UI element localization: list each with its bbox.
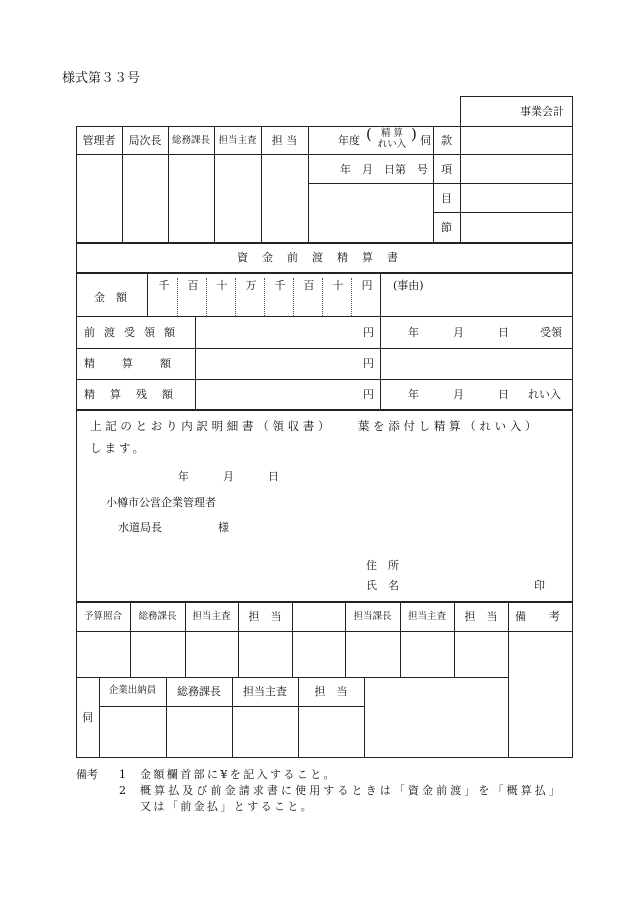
note-1-number: 1	[119, 768, 126, 781]
bottom-header-biko: 備 考	[515, 610, 566, 623]
fiscal-reinyu: れい入	[377, 139, 407, 150]
bottom-header-somukacho: 総務課長	[138, 611, 177, 622]
seal-mark: 印	[534, 579, 545, 592]
budget-moku: 目	[441, 192, 452, 205]
approval-header-tanto: 担 当	[271, 134, 298, 147]
address-label: 住 所	[366, 559, 399, 572]
fiscal-nendo: 年度	[338, 134, 360, 147]
fiscal-ukagai: 伺	[420, 134, 431, 147]
amount-label: 金 額	[94, 291, 127, 304]
bottom-header-yosan: 予算照合	[83, 611, 122, 622]
bottom-header-tanto-shusa: 担当主査	[192, 611, 231, 622]
bottom-header-tanto-kacho: 担当課長	[353, 611, 392, 622]
digit-sen: 千	[158, 279, 170, 292]
row-suffix-1: 受領	[540, 326, 562, 339]
bottom-approval-section	[76, 602, 573, 758]
lower-header-suitoin: 企業出納員	[108, 685, 157, 696]
row-label-maewatashi: 前渡受領額	[84, 326, 184, 339]
bottom-header-tanto: 担 当	[248, 610, 282, 623]
digit-ju2: 十	[332, 279, 344, 292]
row-unit-2: 円	[363, 357, 374, 370]
row-unit-3: 円	[363, 388, 374, 401]
digit-sen2: 千	[274, 279, 286, 292]
budget-ko: 項	[441, 163, 452, 176]
paren-right: )	[411, 125, 417, 143]
digit-man: 万	[245, 279, 257, 292]
form-number: 様式第３３号	[62, 71, 141, 86]
bottom-header-tanto-shusa-2: 担当主査	[407, 611, 446, 622]
approval-header-kyokujicho: 局次長	[128, 134, 162, 147]
digit-en: 円	[361, 279, 373, 292]
statement-date: 年 月 日	[178, 470, 283, 483]
row-unit-1: 円	[363, 326, 374, 339]
row-date-1: 年 月 日	[408, 326, 513, 339]
note-1-text: 金額欄首部に¥を記入すること。	[140, 768, 337, 781]
note-2-number: 2	[119, 784, 126, 797]
digit-hyaku: 百	[187, 279, 199, 292]
approval-header-somukacho: 総務課長	[171, 135, 210, 146]
paren-left: (	[366, 125, 372, 143]
lower-header-tanto-shusa: 担当主査	[243, 685, 287, 698]
note-2-text: 概算払及び前金請求書に使用するときは「資金前渡」を「概算払」	[140, 784, 563, 797]
lower-header-somukacho: 総務課長	[177, 685, 221, 698]
approval-header-tanto-shusa: 担当主査	[218, 135, 257, 146]
row-date-3: 年 月 日	[408, 388, 513, 401]
budget-setsu: 節	[441, 221, 452, 234]
statement-line1: 上記のとおり内訳明細書（領収書） 葉を添付し精算（れい入）	[90, 419, 541, 433]
digit-hyaku2: 百	[303, 279, 315, 292]
date-number: 年 月 日第 号	[340, 163, 428, 176]
note-2-continuation: 又は「前金払」とすること。	[140, 800, 315, 813]
row-label-zangaku: 精算残額	[84, 388, 188, 401]
addressee-sama: 様	[218, 521, 229, 534]
ukagai-label: 伺	[82, 711, 93, 724]
statement-line2: します。	[90, 441, 148, 455]
digit-ju: 十	[216, 279, 228, 292]
fiscal-seisan: 精 算	[380, 128, 404, 139]
lower-header-tanto: 担 当	[314, 685, 348, 698]
accounting-label: 事業会計	[520, 105, 564, 118]
row-label-seisan: 精 算 額	[84, 357, 179, 370]
addressee-line2: 水道局長	[118, 521, 162, 534]
row-suffix-3: れい入	[528, 388, 561, 401]
form-title: 資金前渡精算書	[237, 251, 412, 264]
approval-header-kanrisha: 管理者	[82, 134, 116, 147]
bottom-header-tanto-2: 担 当	[464, 610, 498, 623]
name-label: 氏 名	[366, 579, 399, 592]
reason-label: (事由)	[393, 279, 424, 292]
addressee-line1: 小樽市公営企業管理者	[106, 496, 216, 509]
notes-label: 備考	[76, 768, 98, 781]
budget-kan: 款	[441, 134, 452, 147]
